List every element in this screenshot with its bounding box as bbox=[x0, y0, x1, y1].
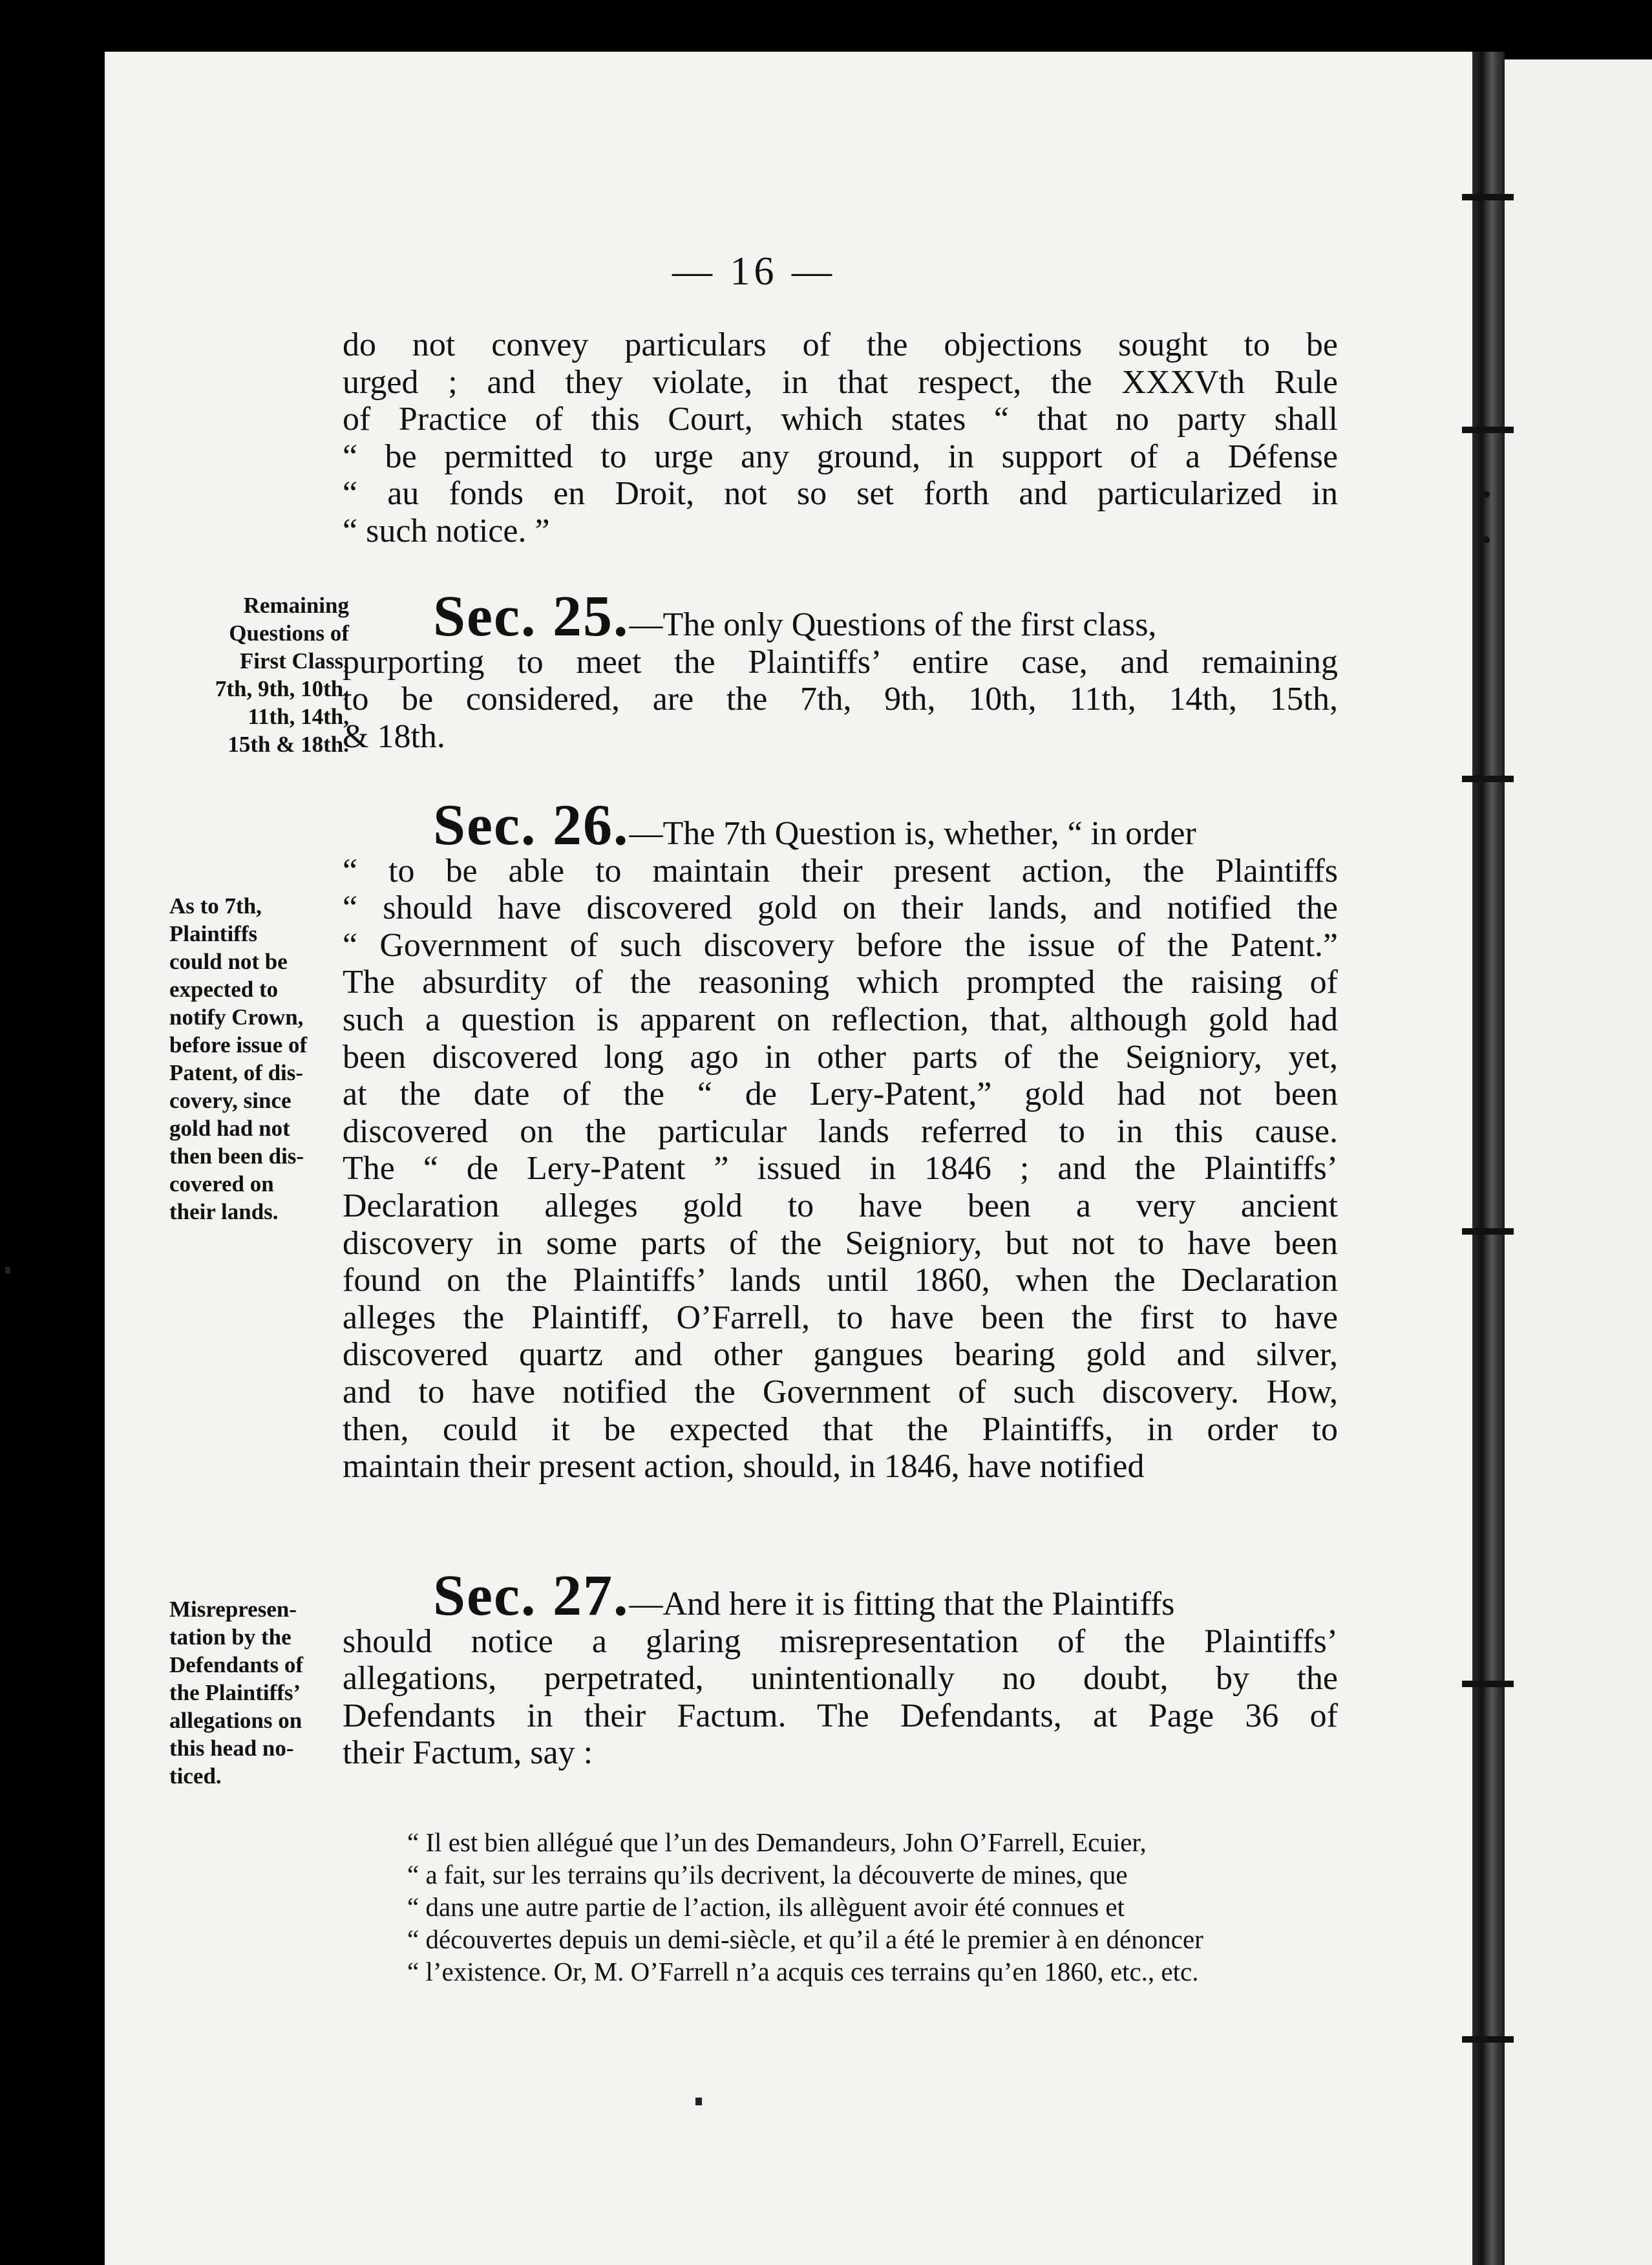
quote-line: “ dans une autre partie de l’action, ils allèguent avoir été connues et bbox=[407, 1892, 1125, 1922]
text-line: “ be permitted to urge any ground, in support of a Défense bbox=[343, 438, 1338, 475]
section-heading: Sec. 26. bbox=[433, 793, 630, 857]
section-heading-line bbox=[343, 1564, 1338, 1628]
quoted-passage bbox=[407, 1826, 1347, 1988]
continuation-paragraph bbox=[343, 326, 1338, 550]
text-line: purporting to meet the Plaintiffs’ entire case, and remaining bbox=[343, 643, 1338, 681]
quote-line: “ a fait, sur les terrains qu’ils decrivent, la découverte de mines, que bbox=[407, 1860, 1128, 1889]
section-first-line: —And here it is fitting that the Plaintiffs bbox=[629, 1586, 1175, 1622]
text-line: The absurdity of the reasoning which prompted the raising of bbox=[343, 964, 1338, 1001]
section-heading-line bbox=[343, 584, 1338, 648]
binding-stitch bbox=[1462, 2036, 1514, 2043]
text-line: The “ de Lery-Patent ” issued in 1846 ; and the Plaintiffs’ bbox=[343, 1150, 1338, 1187]
quote-line: “ découvertes depuis un demi-siècle, et qu’il a été le premier à en dénoncer bbox=[407, 1924, 1203, 1954]
side-note-sec-26: As to 7th, Plaintiffs could not be expected to notify Crown, before issue of Patent, of dis- covery, since gold had not then been dis- covered on their lands. bbox=[169, 893, 308, 1224]
text-line: “ to be able to maintain their present action, the Plaintiffs bbox=[343, 852, 1338, 889]
text-line: such a question is apparent on reflection, that, although gold had bbox=[343, 1001, 1338, 1038]
text-line: should notice a glaring misrepresentation of the Plaintiffs’ bbox=[343, 1622, 1338, 1660]
page-number: — 16 — bbox=[672, 250, 836, 293]
text-line: discovered quartz and other gangues bearing gold and silver, bbox=[343, 1336, 1338, 1374]
text-line: “ such notice. ” bbox=[343, 512, 550, 549]
text-line: discovered on the particular lands referred to in this cause. bbox=[343, 1112, 1338, 1150]
section-heading-line bbox=[343, 793, 1338, 857]
text-line: & 18th. bbox=[343, 718, 445, 755]
text-line: been discovered long ago in other parts of the Seigniory, yet, bbox=[343, 1038, 1338, 1076]
section-first-line: —The only Questions of the first class, bbox=[629, 606, 1157, 643]
side-note-sec-25: Remaining Questions of First Class, 7th, 9th, 10th, 11th, 14th, 15th & 18th. bbox=[215, 593, 349, 757]
text-line: “ should have discovered gold on their lands, and notified the bbox=[343, 889, 1338, 927]
text-line: “ au fonds en Droit, not so set forth and particularized in bbox=[343, 475, 1338, 513]
text-line: Declaration alleges gold to have been a very ancient bbox=[343, 1187, 1338, 1224]
binding-stitch bbox=[1462, 194, 1514, 200]
text-line: alleges the Plaintiff, O’Farrell, to have been the first to have bbox=[343, 1299, 1338, 1336]
text-line: discovery in some parts of the Seigniory, but not to have been bbox=[343, 1224, 1338, 1262]
facing-page-edge bbox=[1505, 59, 1652, 2265]
scan-speck bbox=[695, 2098, 702, 2105]
text-line: then, could it be expected that the Plaintiffs, in order to bbox=[343, 1410, 1338, 1448]
text-line: their Factum, say : bbox=[343, 1734, 593, 1772]
quote-line: “ l’existence. Or, M. O’Farrell n’a acquis ces terrains qu’en 1860, etc., etc. bbox=[407, 1957, 1199, 1986]
text-line: and to have notified the Government of such discovery. How, bbox=[343, 1373, 1338, 1410]
binding-stitch bbox=[1462, 1228, 1514, 1235]
binding-hole bbox=[1483, 537, 1490, 543]
section-25 bbox=[343, 584, 1338, 755]
text-line: do not convey particulars of the objections sought to be bbox=[343, 326, 1338, 363]
side-note-sec-27: Misrepresen- tation by the Defendants of the Plaintiffs’ allegations on this head no- ticed. bbox=[169, 1597, 304, 1789]
binding-stitch bbox=[1462, 776, 1514, 782]
binding-stitch bbox=[1462, 427, 1514, 433]
quote-line: “ Il est bien allégué que l’un des Demandeurs, John O’Farrell, Ecuier, bbox=[407, 1827, 1147, 1857]
text-line: found on the Plaintiffs’ lands until 1860, when the Declaration bbox=[343, 1262, 1338, 1299]
section-heading: Sec. 25. bbox=[433, 584, 630, 648]
text-line: “ Government of such discovery before the issue of the Patent.” bbox=[343, 926, 1338, 964]
section-26 bbox=[343, 793, 1338, 1485]
scan-speck bbox=[5, 1267, 10, 1273]
text-line: Defendants in their Factum. The Defendants, at Page 36 of bbox=[343, 1697, 1338, 1734]
text-line: at the date of the “ de Lery-Patent,” gold had not been bbox=[343, 1076, 1338, 1113]
text-line: of Practice of this Court, which states “ that no party shall bbox=[343, 401, 1338, 438]
text-line: allegations, perpetrated, unintentionally no doubt, by the bbox=[343, 1660, 1338, 1697]
section-first-line: —The 7th Question is, whether, “ in order bbox=[629, 815, 1196, 852]
section-27 bbox=[343, 1564, 1338, 1772]
book-binding bbox=[1472, 52, 1505, 2265]
binding-hole bbox=[1483, 491, 1490, 498]
text-line: urged ; and they violate, in that respect, the XXXVth Rule bbox=[343, 363, 1338, 401]
binding-stitch bbox=[1462, 1681, 1514, 1687]
section-heading: Sec. 27. bbox=[433, 1564, 630, 1628]
text-line: to be considered, are the 7th, 9th, 10th, 11th, 14th, 15th, bbox=[343, 681, 1338, 718]
text-line: maintain their present action, should, in 1846, have notified bbox=[343, 1448, 1145, 1485]
